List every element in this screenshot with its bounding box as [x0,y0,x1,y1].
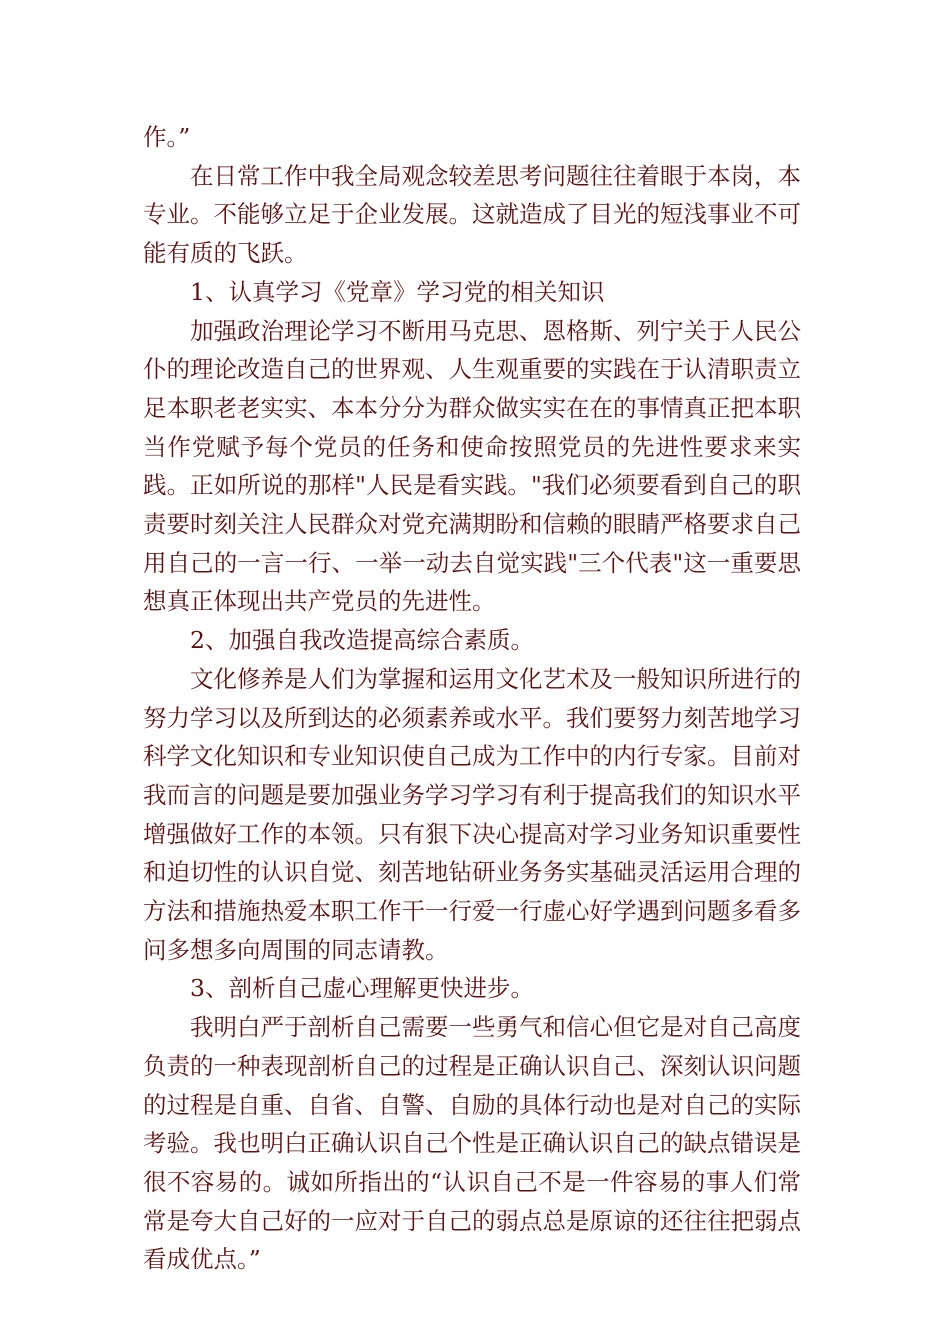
paragraph-self-analysis: 我明白严于剖析自己需要一些勇气和信心但它是对自己高度负责的一种表现剖析自己的过程是正确认识自己、深刻认识问题的过程是自重、自省、自警、自励的具体行动也是对自己的实际考验。我也明白正确认识自己个性是正确认识自己的缺点错误是很不容易的。诚如所指出的“认识自己不是一件容易的事人们常常是夸大自己好的一应对于自己的弱点总是原谅的还往往把弱点看成优点。” [143,1013,801,1274]
paragraph-cultural-cultivation: 文化修养是人们为掌握和运用文化艺术及一般知识所进行的努力学习以及所到达的必须素养或水平。我们要努力刻苦地学习科学文化知识和专业知识使自己成为工作中的内行专家。目前对我而言的问题是要加强业务学习学习有利于提高我们的知识水平增强做好工作的本领。只有狠下决心提高对学习业务知识重要性和迫切性的认识自觉、刻苦地钻研业务务实基础灵活运用合理的方法和措施热爱本职工作干一行爱一行虚心好学遇到问题多看多问多想多向周围的同志请教。 [143,664,801,964]
paragraph-continuation: 作。” [143,123,191,151]
document-body [143,118,801,1279]
section-heading-2: 2、加强自我改造提高综合素质。 [190,626,534,655]
paragraph-political-theory: 加强政治理论学习不断用马克思、恩格斯、列宁关于人民公仆的理论改造自己的世界观、人生观重要的实践在于认清职责立足本职老老实实、本本分分为群众做实实在在的事情真正把本职当作党赋予每个党员的任务和使命按照党员的先进性要求来实践。正如所说的那样"人民是看实践。"我们必须要看到自己的职责要时刻关注人民群众对党充满期盼和信赖的眼睛严格要求自己用自己的一言一行、一举一动去自觉实践"三个代表"这一重要思想真正体现出共产党员的先进性。 [143,316,801,616]
section-heading-3: 3、剖析自己虚心理解更快进步。 [190,974,534,1003]
section-heading-1: 1、认真学习《党章》学习党的相关知识 [190,277,605,306]
paragraph-global-view: 在日常工作中我全局观念较差思考问题往往着眼于本岗，本专业。不能够立足于企业发展。这就造成了目光的短浅事业不可能有质的飞跃。 [143,161,801,268]
